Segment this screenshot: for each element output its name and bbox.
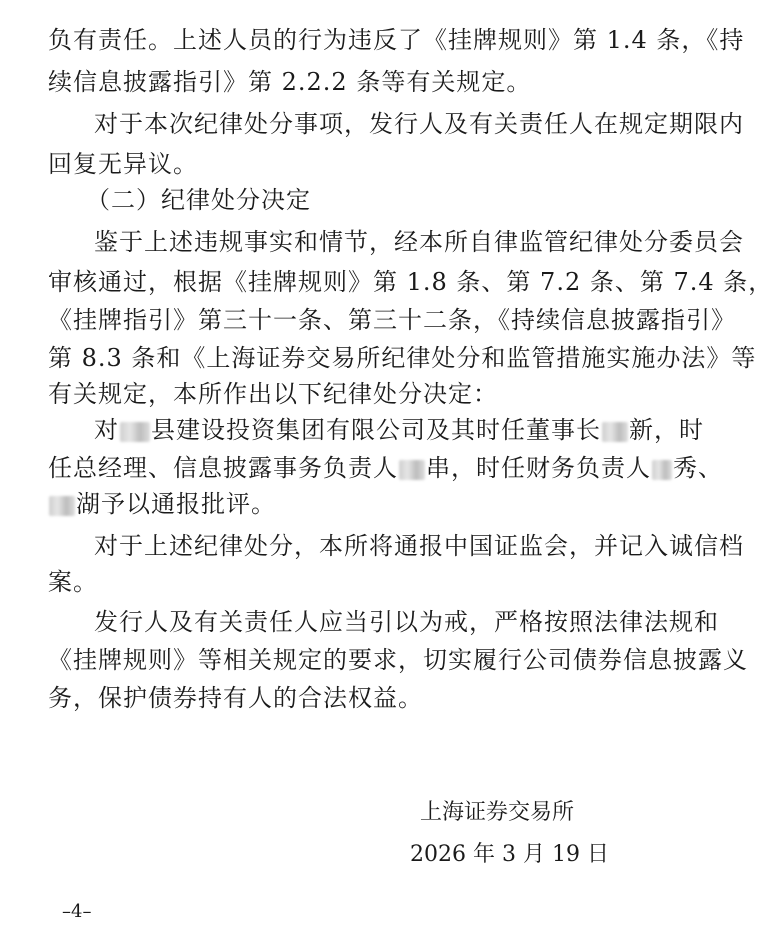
text-segment: 秀、	[673, 454, 723, 482]
paragraph-line: 续信息披露指引》第 2.2.2 条等有关规定。	[48, 68, 532, 96]
paragraph-line: 有关规定，本所作出以下纪律处分决定：	[48, 380, 498, 408]
redaction-blur	[399, 460, 425, 480]
paragraph-line: 回复无异议。	[48, 150, 198, 178]
page-number: –4–	[62, 901, 92, 922]
paragraph-line: 发行人及有关责任人应当引以为戒，严格按照法律法规和	[94, 608, 719, 636]
redaction-blur	[49, 496, 75, 516]
paragraph-line	[48, 488, 276, 520]
paragraph-line: 《挂牌规则》等相关规定的要求，切实履行公司债券信息披露义	[48, 646, 748, 674]
signature-date: 2026 年 3 月 19 日	[410, 842, 609, 867]
text-segment: 县建设投资集团有限公司及其时任董事长	[151, 416, 601, 444]
paragraph-line: 《挂牌指引》第三十一条、第三十二条，《持续信息披露指引》	[48, 306, 736, 334]
section-heading: （二）纪律处分决定	[86, 186, 311, 214]
paragraph-line: 对于本次纪律处分事项，发行人及有关责任人在规定期限内	[94, 110, 744, 138]
text-segment: 新，时	[629, 416, 704, 444]
signature-organization: 上海证券交易所	[420, 800, 575, 825]
text-segment: 串，时任财务负责人	[426, 454, 651, 482]
paragraph-line: 对于上述纪律处分，本所将通报中国证监会，并记入诚信档	[94, 532, 744, 560]
paragraph-line	[94, 414, 704, 446]
paragraph-line	[48, 452, 723, 484]
paragraph-line: 第 8.3 条和《上海证券交易所纪律处分和监管措施实施办法》等	[48, 344, 757, 372]
paragraph-line: 务，保护债券持有人的合法权益。	[48, 684, 423, 712]
text-segment: 任总经理、信息披露事务负责人	[48, 454, 398, 482]
paragraph-line: 审核通过，根据《挂牌规则》第 1.8 条、第 7.2 条、第 7.4 条，	[48, 268, 773, 296]
text-segment: 湖予以通报批评。	[76, 490, 276, 518]
redaction-blur	[602, 422, 628, 442]
redaction-blur	[652, 460, 672, 480]
text-segment: 对	[94, 416, 119, 444]
paragraph-line: 鉴于上述违规事实和情节，经本所自律监管纪律处分委员会	[94, 228, 744, 256]
paragraph-line: 案。	[48, 568, 98, 596]
paragraph-line: 负有责任。上述人员的行为违反了《挂牌规则》第 1.4 条，《持	[48, 26, 745, 54]
redaction-blur	[120, 422, 150, 442]
